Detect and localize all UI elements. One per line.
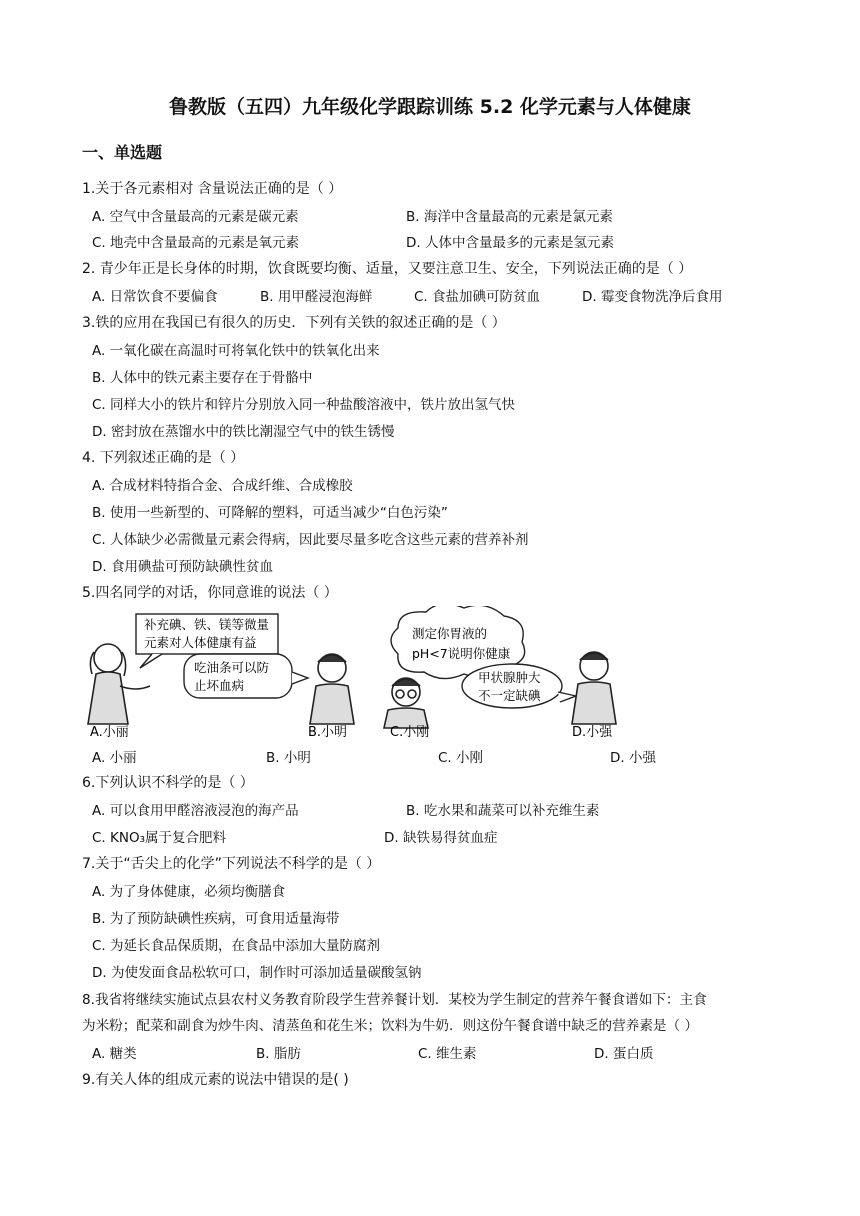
question-2-option-a: A. 日常饮食不要偏食: [92, 289, 218, 305]
boy-figure-icon: [310, 654, 354, 724]
question-3-option-b: B. 人体中的铁元素主要存在于骨骼中: [92, 370, 313, 386]
question-5-stem: 5.四名同学的对话，你同意谁的说法（ ）: [82, 585, 338, 601]
bubble-xiaoli-line1: 补充碘、铁、镁等微量: [144, 617, 270, 632]
man-figure-icon: [572, 652, 616, 724]
question-7-option-b: B. 为了预防缺碘性疾病，可食用适量海带: [92, 911, 340, 927]
question-6-option-a: A. 可以食用甲醛溶液浸泡的海产品: [92, 803, 299, 819]
question-3-option-c: C. 同样大小的铁片和锌片分别放入同一种盐酸溶液中，铁片放出氢气快: [92, 397, 516, 413]
page-title: 鲁教版（五四）九年级化学跟踪训练 5.2 化学元素与人体健康: [169, 96, 691, 118]
question-1-option-c: C. 地壳中含量最高的元素是氧元素: [92, 235, 300, 251]
dialogue-illustration: [86, 606, 776, 746]
question-4-option-c: C. 人体缺少必需微量元素会得病，因此要尽量多吃含这些元素的营养补剂: [92, 532, 529, 548]
question-4-stem: 4. 下列叙述正确的是（ ）: [82, 450, 245, 466]
question-1-option-b: B. 海洋中含量最高的元素是氯元素: [406, 209, 613, 225]
question-4-option-a: A. 合成材料特指合金、合成纤维、合成橡胶: [92, 478, 353, 494]
question-3-option-a: A. 一氧化碳在高温时可将氧化铁中的铁氧化出来: [92, 343, 380, 359]
question-8-option-c: C. 维生素: [418, 1046, 477, 1062]
question-8-option-b: B. 脂肪: [256, 1046, 301, 1062]
question-2-stem: 2. 青少年正是长身体的时期，饮食既要均衡、适量，又要注意卫生、安全，下列说法正确的是（ ）: [82, 261, 693, 277]
question-1-option-d: D. 人体中含量最多的元素是氢元素: [406, 235, 614, 251]
bubble-xiaoming-line2: 止坏血病: [194, 678, 245, 693]
question-7-stem: 7.关于“舌尖上的化学”下列说法不科学的是（ ）: [82, 856, 381, 872]
girl-figure-icon: [88, 644, 150, 724]
section-heading: 一、单选题: [82, 143, 163, 162]
question-5-option-b: B. 小明: [266, 750, 311, 766]
question-8-option-d: D. 蛋白质: [594, 1046, 654, 1062]
question-7-option-a: A. 为了身体健康，必须均衡膳食: [92, 884, 286, 900]
question-4-option-d: D. 食用碘盐可预防缺碘性贫血: [92, 559, 273, 575]
bubble-xiaoli-line2: 元素对人体健康有益: [144, 635, 257, 650]
figure-label-c: C.小刚: [390, 725, 430, 740]
bubble-xiaoqiang-line1: 甲状腺肿大: [478, 670, 541, 685]
question-6-stem: 6.下列认识不科学的是（ ）: [82, 775, 254, 791]
question-5-option-c: C. 小刚: [438, 750, 484, 766]
bubble-xiaoming-line1: 吃油条可以防: [194, 660, 270, 675]
question-6-option-c: C. KNO₃属于复合肥料: [92, 830, 226, 846]
question-8-option-a: A. 糖类: [92, 1046, 137, 1062]
question-8-stem-line2: 为米粉；配菜和副食为炒牛肉、清蒸鱼和花生米；饮料为牛奶．则这份午餐食谱中缺乏的营养素是（ ）: [82, 1018, 699, 1034]
question-1-stem: 1.关于各元素相对 含量说法正确的是（ ）: [82, 181, 343, 197]
figure-label-a: A.小丽: [90, 725, 129, 740]
bubble-xiaogang-line2: pH<7说明你健康: [412, 646, 511, 661]
question-9-stem: 9.有关人体的组成元素的说法中错误的是( ): [82, 1072, 349, 1088]
question-2-option-c: C. 食盐加碘可防贫血: [414, 289, 541, 305]
question-5-option-d: D. 小强: [610, 750, 656, 766]
figure-label-b: B.小明: [308, 725, 348, 740]
question-1-option-a: A. 空气中含量最高的元素是碳元素: [92, 209, 299, 225]
question-4-option-b: B. 使用一些新型的、可降解的塑料，可适当减少“白色污染”: [92, 505, 448, 521]
question-6-option-b: B. 吃水果和蔬菜可以补充维生素: [406, 803, 600, 819]
question-7-option-c: C. 为延长食品保质期，在食品中添加大量防腐剂: [92, 938, 381, 954]
bubble-xiaogang-line1: 测定你胃液的: [412, 626, 488, 641]
question-8-stem-line1: 8.我省将继续实施试点县农村义务教育阶段学生营养餐计划．某校为学生制定的营养午餐食谱如下：主食: [82, 992, 707, 1008]
figure-label-d: D.小强: [572, 725, 613, 740]
bubble-xiaoqiang-line2: 不一定缺碘: [478, 688, 541, 703]
question-3-stem: 3.铁的应用在我国已有很久的历史．下列有关铁的叙述正确的是（ ）: [82, 315, 506, 331]
question-6-option-d: D. 缺铁易得贫血症: [384, 830, 498, 846]
question-5-option-a: A. 小丽: [92, 750, 137, 766]
question-2-option-b: B. 用甲醛浸泡海鲜: [260, 289, 373, 305]
boy-glasses-figure-icon: [384, 678, 428, 728]
question-7-option-d: D. 为使发面食品松软可口，制作时可添加适量碳酸氢钠: [92, 965, 422, 981]
question-2-option-d: D. 霉变食物洗净后食用: [582, 289, 723, 305]
question-3-option-d: D. 密封放在蒸馏水中的铁比潮湿空气中的铁生锈慢: [92, 424, 395, 440]
